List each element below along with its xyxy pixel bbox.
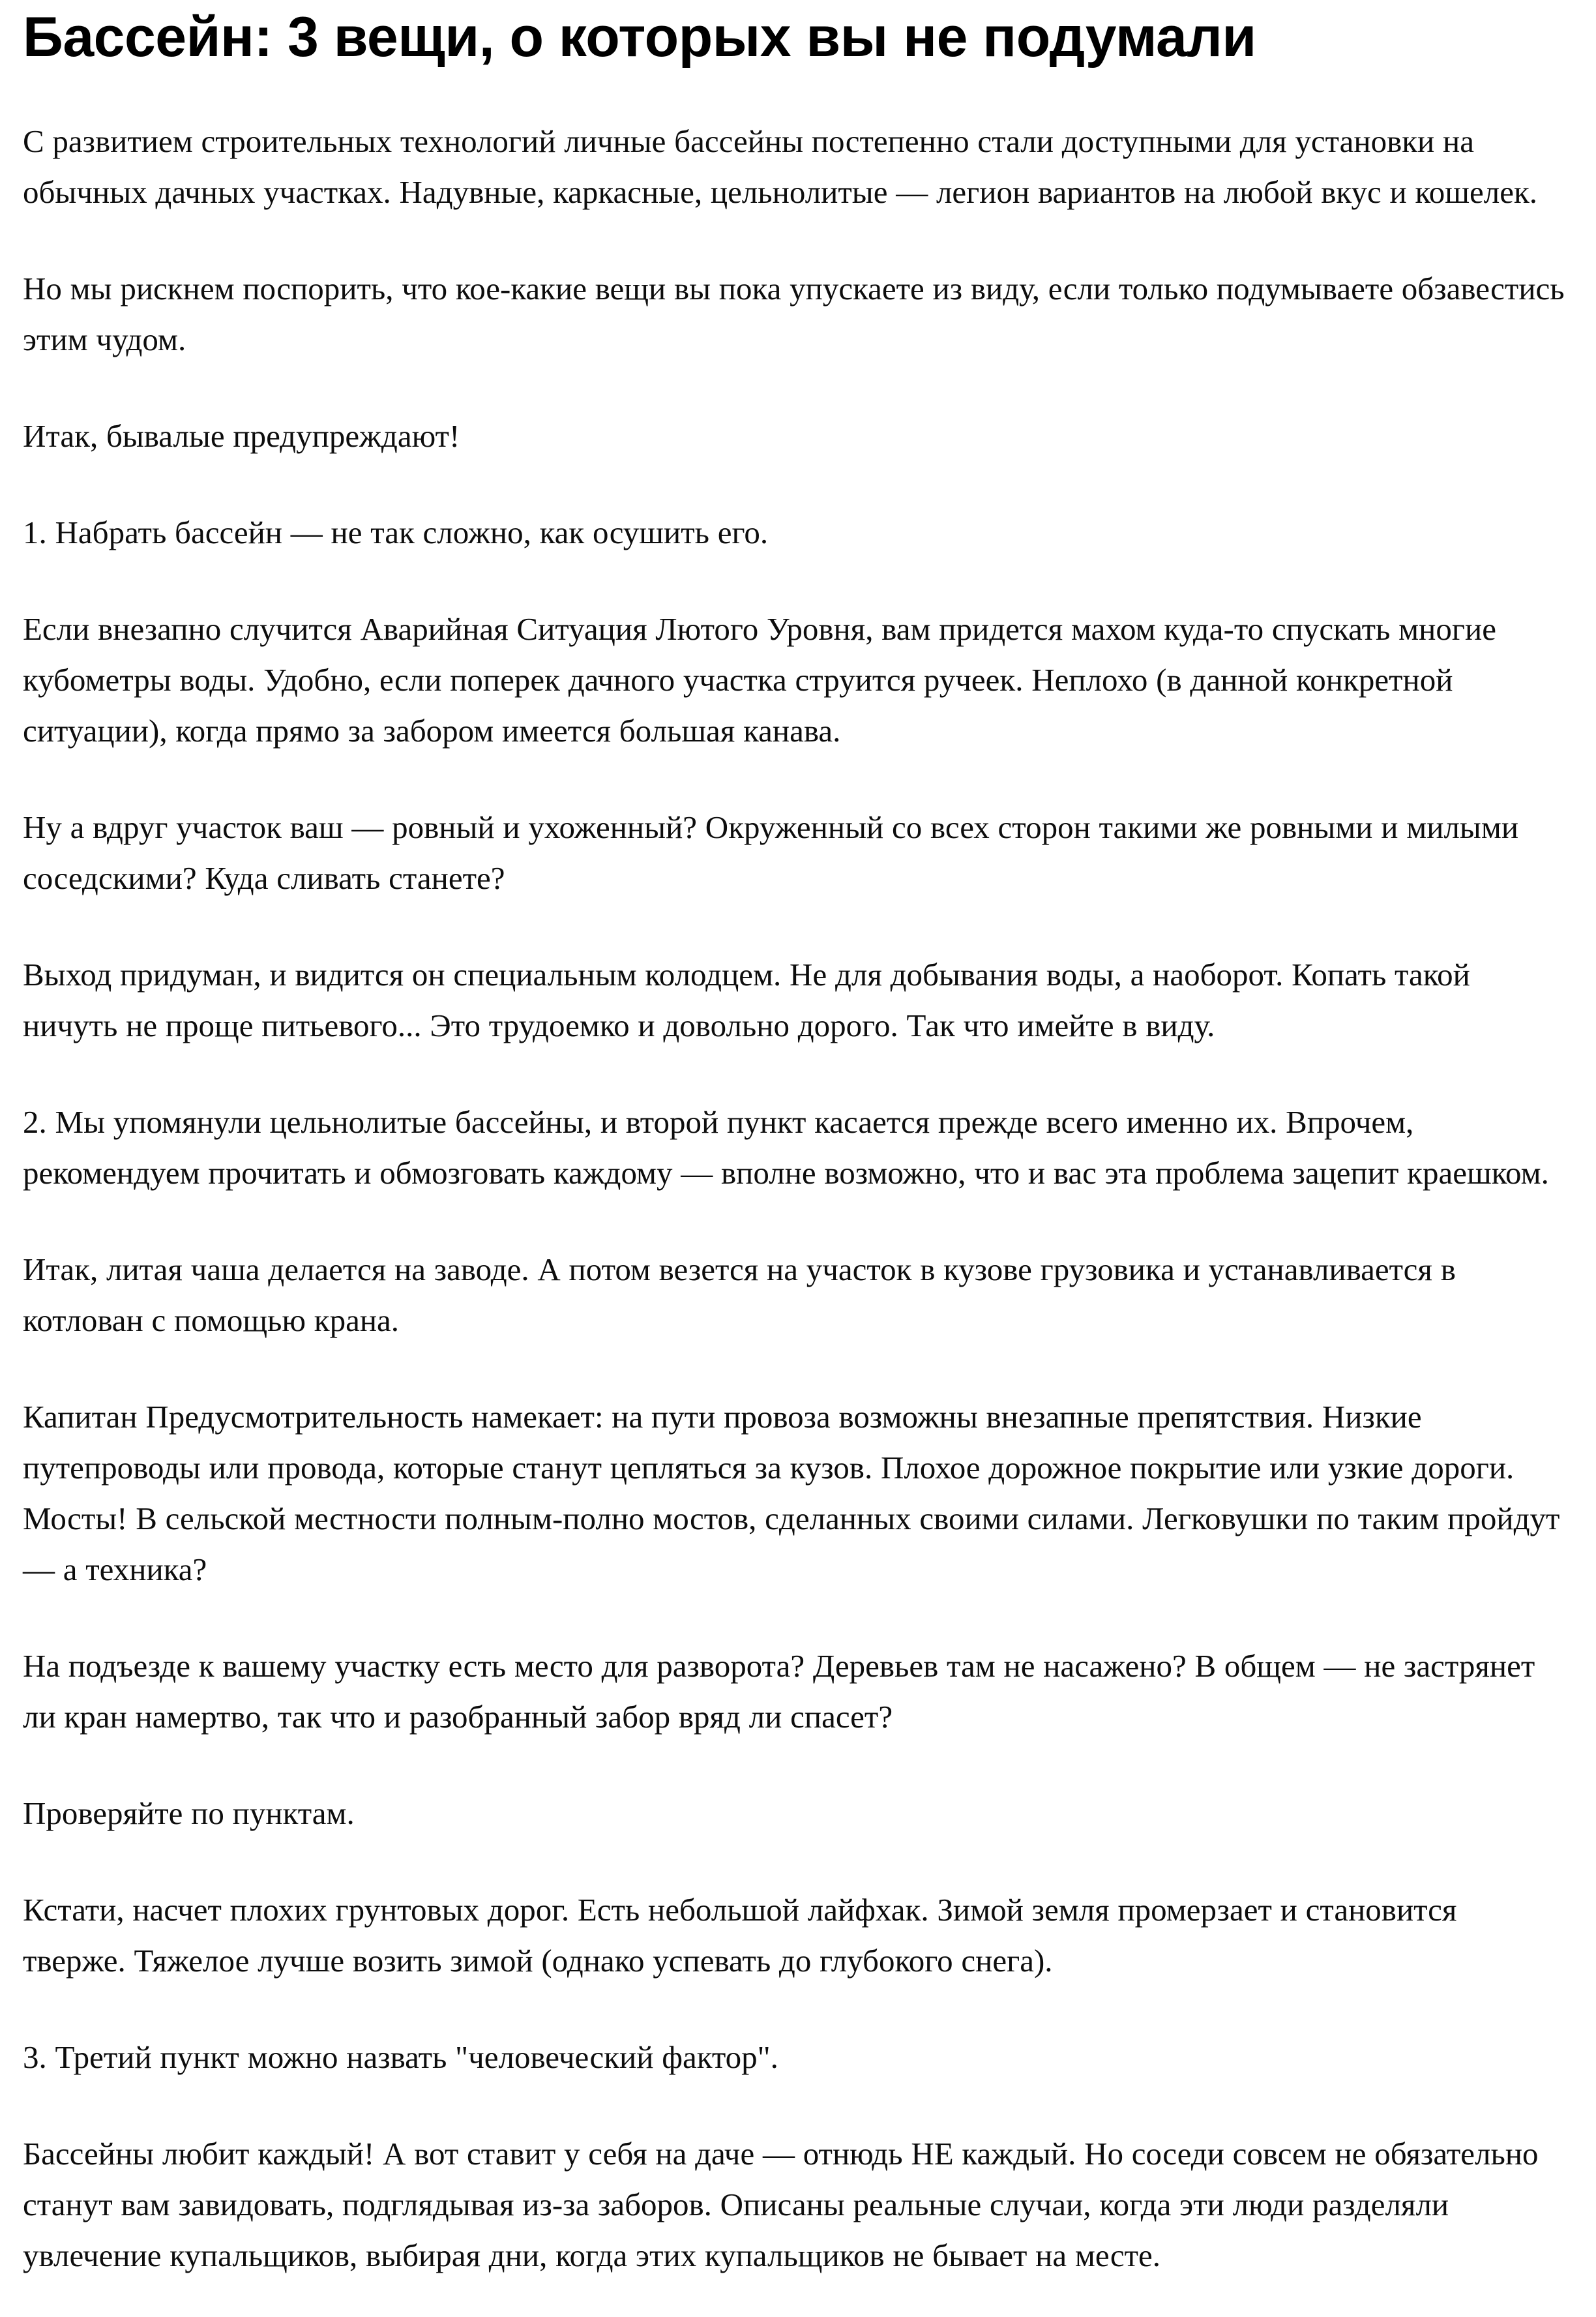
paragraph: Но мы рискнем поспорить, что кое-какие вещи вы пока упускаете из виду, если только подумываете обзавестись этим чудом.	[23, 271, 1565, 357]
page-title: Бассейн: 3 вещи, о которых вы не подумали	[23, 6, 1256, 68]
article-body	[23, 116, 1565, 2281]
paragraph: Итак, литая чаша делается на заводе. А потом везется на участок в кузове грузовика и устанавливается в котлован с помощью крана.	[23, 1251, 1456, 1338]
paragraph: Проверяйте по пунктам.	[23, 1795, 355, 1831]
paragraph: Кстати, насчет плохих грунтовых дорог. Есть небольшой лайфхак. Зимой земля промерзает и становится тверже. Тяжелое лучше возить зимой (однако успевать до глубокого снега).	[23, 1892, 1457, 1979]
paragraph-list-item-2: 2. Мы упомянули цельнолитые бассейны, и второй пункт касается прежде всего именно их. Впрочем, рекомендуем прочитать и обмозговать каждому — вполне возможно, что и вас эта проблема зацепит краешком.	[23, 1104, 1549, 1191]
paragraph: Бассейны любит каждый! А вот ставит у себя на даче — отнюдь НЕ каждый. Но соседи совсем не обязательно станут вам завидовать, подглядывая из-за заборов. Описаны реальные случаи, когда эти люди разделяли увлечение купальщиков, выбирая дни, когда этих купальщиков не бывает на месте.	[23, 2136, 1539, 2273]
paragraph: Если внезапно случится Аварийная Ситуация Лютого Уровня, вам придется махом куда-то спускать многие кубометры воды. Удобно, если поперек дачного участка струится ручеек. Неплохо (в данной конкретной ситуации), когда прямо за забором имеется большая канава.	[23, 611, 1496, 749]
paragraph-list-item-3: 3. Третий пункт можно назвать "человеческий фактор".	[23, 2039, 778, 2075]
paragraph: На подъезде к вашему участку есть место для разворота? Деревьев там не насажено? В общем — не застрянет ли кран намертво, так что и разобранный забор вряд ли спасет?	[23, 1648, 1535, 1735]
paragraph: Ну а вдруг участок ваш — ровный и ухоженный? Окруженный со всех сторон такими же ровными и милыми соседскими? Куда сливать станете?	[23, 809, 1519, 896]
paragraph: Капитан Предусмотрительность намекает: на пути провоза возможны внезапные препятствия. Низкие путепроводы или провода, которые станут цепляться за кузов. Плохое дорожное покрытие или узкие дороги. Мосты! В сельской местности полным-полно мостов, сделанных своими силами. Легковушки по таким пройдут — а техника?	[23, 1399, 1560, 1587]
paragraph: Итак, бывалые предупреждают!	[23, 418, 460, 454]
paragraph: С развитием строительных технологий личные бассейны постепенно стали доступными для установки на обычных дачных участках. Надувные, каркасные, цельнолитые — легион вариантов на любой вкус и кошелек.	[23, 123, 1538, 210]
paragraph: Выход придуман, и видится он специальным колодцем. Не для добывания воды, а наоборот. Копать такой ничуть не проще питьевого... Это трудоемко и довольно дорого. Так что имейте в виду.	[23, 957, 1470, 1043]
paragraph-list-item-1: 1. Набрать бассейн — не так сложно, как осушить его.	[23, 515, 769, 550]
